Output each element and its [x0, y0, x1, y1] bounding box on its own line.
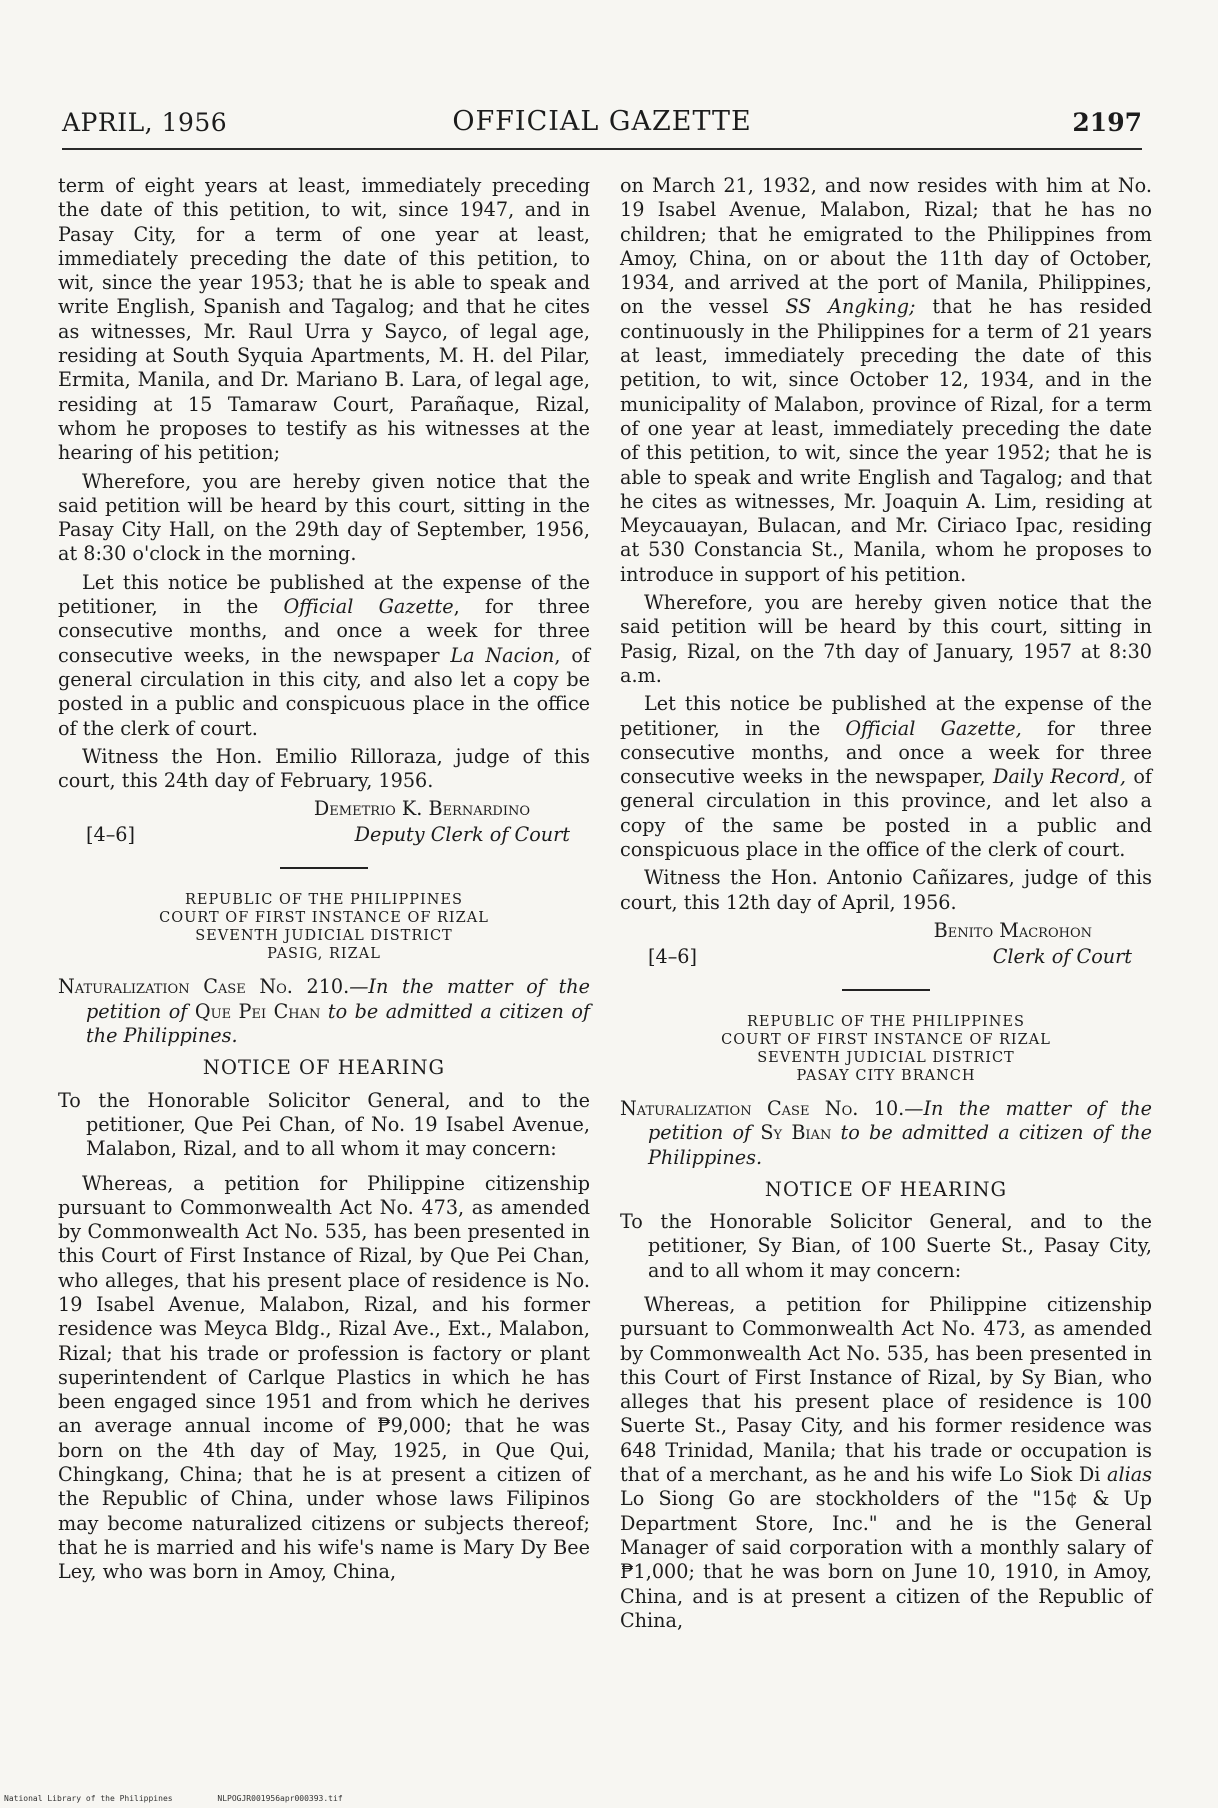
publication-text: Let this notice be published at the expense of the petitioner, in the	[620, 692, 1152, 740]
gazette-name: Official Gazette,	[845, 716, 1022, 740]
left-column	[58, 174, 590, 1589]
page-header	[62, 104, 1142, 144]
case-number: Naturalization Case No. 210.	[58, 975, 350, 999]
notice-title: NOTICE OF HEARING	[764, 1177, 1008, 1201]
header-page-number: 2197	[1072, 108, 1142, 137]
vessel-name: SS Angking;	[785, 295, 916, 319]
case-matter: to be admitted a citizen of the Philippines.	[648, 1121, 1153, 1169]
whereas-paragraph	[620, 1293, 1152, 1633]
publication-text: of general circulation in this province, and let also a copy of the same be posted in a public and conspicuous place in the office of the clerk of court.	[620, 765, 1152, 862]
newspaper-name: Daily Record,	[992, 765, 1126, 789]
issue-reference: [4–6]	[648, 944, 697, 968]
library-credit: National Library of the Philippines	[4, 1794, 173, 1803]
court-line: PASIG, RIZAL	[267, 946, 381, 963]
header-date: APRIL, 1956	[62, 108, 228, 137]
publication-text: , for three consecutive months, and once a week for three consecutive weeks, in the newspaper	[58, 595, 591, 667]
publication-paragraph	[620, 692, 1152, 862]
publication-text: Let this notice be published at the expense of the petitioner, in the	[58, 570, 590, 619]
continuation-text: on March 21, 1932, and now resides with him at No. 19 Isabel Avenue, Malabon, Rizal; that he has no children; that he emigrated to the Philippines from Amoy, China, on or about the 11th day of October, 1934, and arrived at the port of Manila, Philippines, on the vessel	[620, 174, 1152, 319]
petitioner-name: Que Pei Chan	[194, 999, 321, 1023]
court-line: COURT OF FIRST INSTANCE OF RIZAL	[721, 1031, 1051, 1048]
court-line: REPUBLIC OF THE PHILIPPINES	[747, 1013, 1025, 1030]
petitioner-name: Sy Bian	[760, 1121, 832, 1145]
addressee-paragraph: To the Honorable Solicitor General, and to the petitioner, Sy Bian, of 100 Suerte St., Pasay City, and to all whom it may concern:	[620, 1210, 1152, 1282]
witness-paragraph: Witness the Hon. Emilio Rilloraza, judge of this court, this 24th day of February, 1956.	[58, 744, 590, 793]
case-matter: —In the matter of the petition of	[86, 975, 590, 1023]
signature-name: Benito Macrohon	[933, 918, 1092, 942]
right-column	[620, 174, 1152, 1637]
header-publication: OFFICIAL GAZETTE	[452, 106, 752, 137]
court-line: PASAY CITY BRANCH	[796, 1067, 976, 1084]
signature-title: Deputy Clerk of Court	[354, 823, 570, 847]
signature-block	[58, 797, 590, 849]
scan-footer	[4, 1794, 383, 1803]
court-line: SEVENTH JUDICIAL DISTRICT	[195, 928, 453, 945]
case-matter: —In the matter of the petition of	[648, 1096, 1152, 1145]
signature-block	[620, 919, 1152, 971]
court-heading	[620, 1013, 1152, 1085]
whereas-text: Lo Siong Go are stockholders of the "15¢ & Up Department Store, Inc." and he is the General Manager of said corporation with a monthly salary of ₱1,000; that he was born on June 10, 1910, in Amoy, China, and is at present a citizen of the Republic of China,	[620, 1487, 1152, 1632]
alias-word: alias	[1107, 1463, 1152, 1487]
wherefore-paragraph: Wherefore, you are hereby given notice that the said petition will be heard by this court, sitting in the Pasay City Hall, on the 29th day of September, 1956, at 8:30 o'clock in the morning.	[58, 469, 590, 566]
court-line: REPUBLIC OF THE PHILIPPINES	[185, 892, 463, 909]
whereas-paragraph: Whereas, a petition for Philippine citizenship pursuant to Commonwealth Act No. 473, as amended by Commonwealth Act No. 535, has been presented in this Court of First Instance of Rizal, by Que Pei Chan, who alleges, that his present place of residence is No. 19 Isabel Avenue, Malabon, Rizal, and his former residence was Meyca Bldg., Rizal Ave., Ext., Malabon, Rizal; that his trade or profession is factory or plant superintendent of Carlque Plastics in which he has been engaged since 1951 and from which he derives an average annual income of ₱9,000; that he was born on the 4th day of May, 1925, in Que Qui, Chingkang, China; that he is at present a citizen of the Republic of China, under whose laws Filipinos may become naturalized citizens or subjects thereof; that he is married and his wife's name is Mary Dy Bee Ley, who was born in Amoy, China,	[58, 1171, 590, 1584]
file-id: NLPOGJR001956apr000393.tif	[217, 1794, 343, 1803]
signature-name: Demetrio K. Bernardino	[313, 797, 530, 821]
section-divider	[280, 867, 368, 869]
newspaper-name: La Nacion	[450, 643, 555, 667]
case-number: Naturalization Case No. 10.	[620, 1096, 905, 1120]
header-rule	[62, 148, 1142, 150]
whereas-text: Whereas, a petition for Philippine citizenship pursuant to Commonwealth Act No. 473, as amended by Commonwealth Act No. 535, has been presented in this Court of First Instance of Rizal, by Sy Bian, who alleges that his present place of residence is 100 Suerte St., Pasay City, and his former residence was 648 Trinidad, Manila; that his trade or occupation is that of a merchant, as he and his wife Lo Siok Di	[620, 1292, 1152, 1487]
case-caption	[620, 1097, 1152, 1170]
publication-text: , of general circulation in this city, and also let a copy be posted in a public and conspicuous place in the office of the clerk of court.	[58, 643, 590, 740]
case-caption	[58, 975, 590, 1048]
case-matter: to be admitted a citizen of the Philippines.	[86, 999, 590, 1048]
publication-text: for three consecutive months, and once a week for three consecutive weeks in the newspaper,	[620, 716, 1152, 789]
gazette-name: Official Gazette	[283, 595, 454, 619]
publication-paragraph	[58, 571, 590, 741]
section-divider	[842, 989, 930, 991]
court-line: SEVENTH JUDICIAL DISTRICT	[757, 1049, 1015, 1066]
court-heading	[58, 891, 590, 963]
continuation-paragraph: term of eight years at least, immediately preceding the date of this petition, to wit, since 1947, and in Pasay City, for a term of one year at least, immediately preceding the date of this petition, to wit, since the year 1953; that he is able to speak and write English, Spanish and Tagalog; and that he cites as witnesses, Mr. Raul Urra y Sayco, of legal age, residing at South Syquia Apartments, M. H. del Pilar, Ermita, Manila, and Dr. Mariano B. Lara, of legal age, residing at 15 Tamaraw Court, Parañaque, Rizal, whom he proposes to testify as his witnesses at the hearing of his petition;	[58, 174, 590, 465]
continuation-text: that he has resided continuously in the Philippines for a term of 21 years at least, immediately preceding the date of this petition, to wit, since October 12, 1934, and in the municipality of Malabon, province of Rizal, for a term of one year at least, immediately preceding the date of this petition, to wit, since the year 1952; that he is able to speak and write English and Tagalog; and that he cites as witnesses, Mr. Joaquin A. Lim, residing at Meycauayan, Bulacan, and Mr. Ciriaco Ipac, residing at 530 Constancia St., Manila, whom he proposes to introduce in support of his petition.	[620, 295, 1152, 586]
addressee-paragraph: To the Honorable Solicitor General, and to the petitioner, Que Pei Chan, of No. 19 Isabel Avenue, Malabon, Rizal, and to all whom it may concern:	[58, 1088, 590, 1161]
continuation-paragraph	[620, 174, 1152, 587]
witness-paragraph: Witness the Hon. Antonio Cañizares, judge of this court, this 12th day of April, 1956.	[620, 866, 1152, 914]
court-line: COURT OF FIRST INSTANCE OF RIZAL	[159, 910, 489, 927]
issue-reference: [4–6]	[86, 823, 135, 847]
wherefore-paragraph: Wherefore, you are hereby given notice that the said petition will be heard by this court, sitting in Pasig, Rizal, on the 7th day of January, 1957 at 8:30 a.m.	[620, 591, 1152, 687]
signature-title: Clerk of Court	[992, 944, 1132, 968]
notice-title: NOTICE OF HEARING	[202, 1056, 446, 1080]
